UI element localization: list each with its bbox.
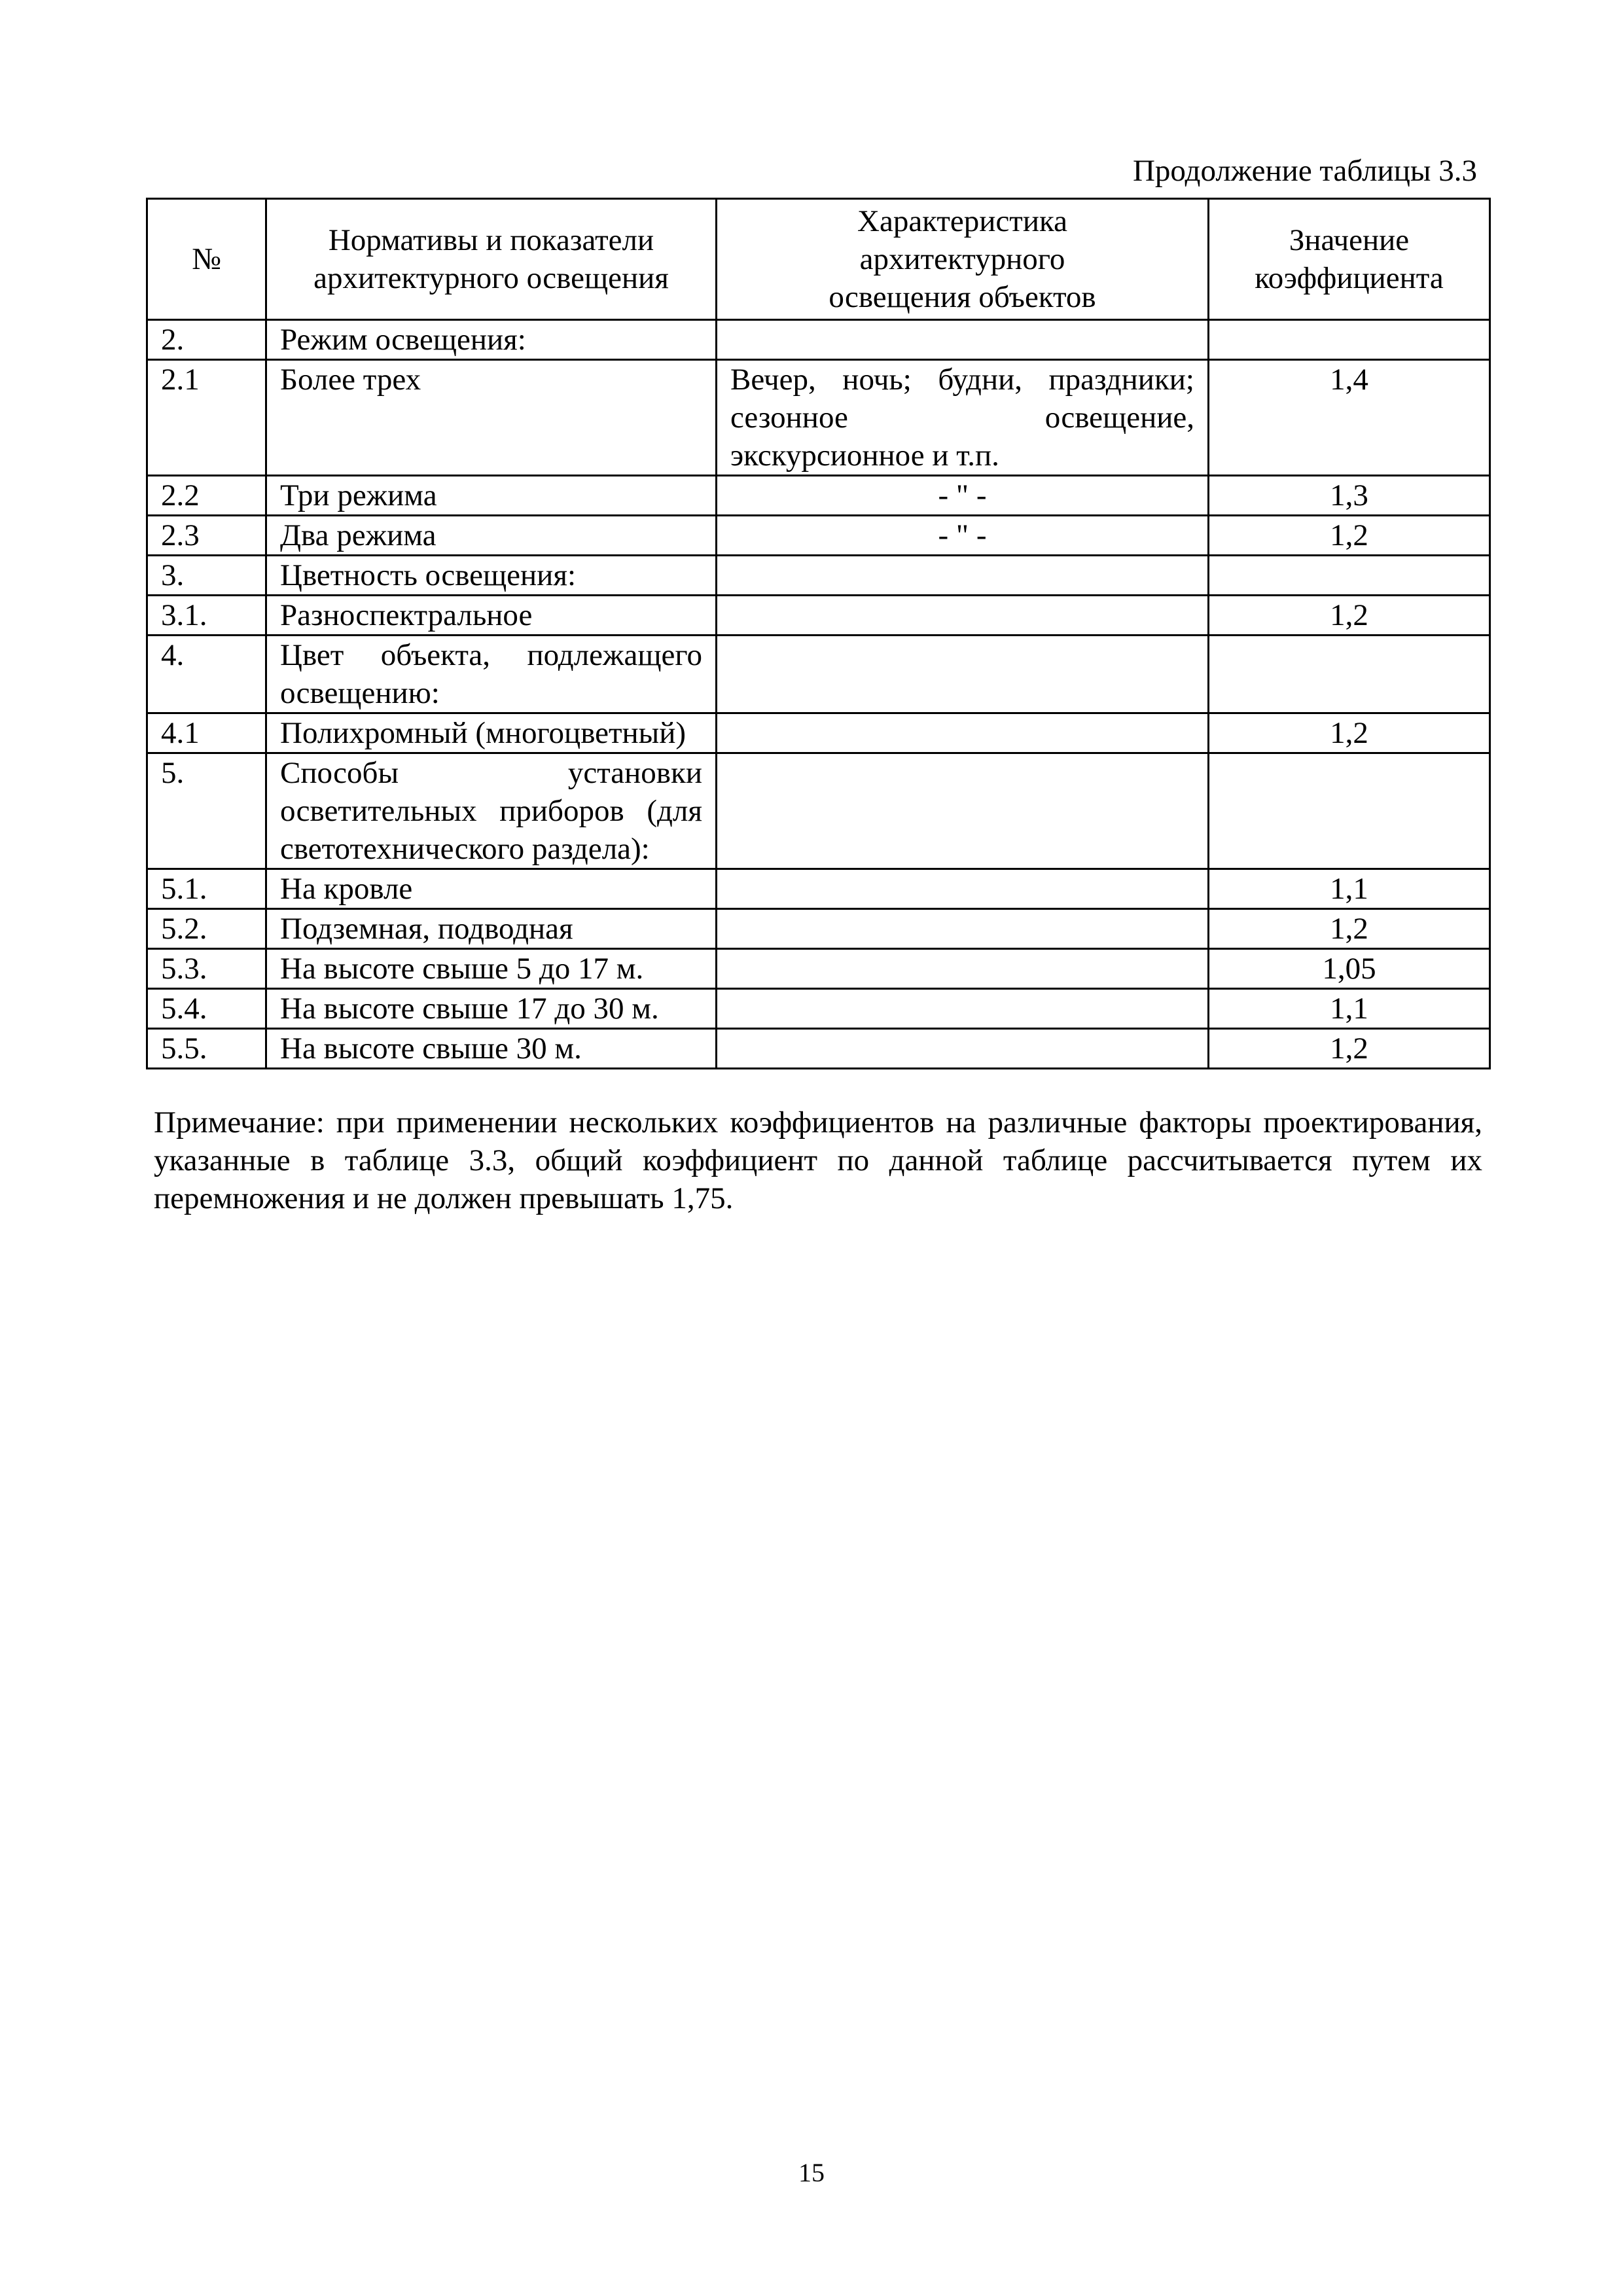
row-number: 5.: [147, 753, 266, 869]
row-name: На высоте свыше 17 до 30 м.: [266, 989, 717, 1029]
row-name: Три режима: [266, 476, 717, 516]
row-number: 5.1.: [147, 869, 266, 909]
table-header-row: [147, 199, 1490, 320]
table-row: [147, 636, 1490, 713]
row-characteristic: - " -: [717, 476, 1209, 516]
row-number: 2.2: [147, 476, 266, 516]
row-coefficient: [1209, 753, 1490, 869]
row-characteristic: [717, 989, 1209, 1029]
row-coefficient: 1,1: [1209, 869, 1490, 909]
row-coefficient: [1209, 556, 1490, 596]
row-name: Два режима: [266, 516, 717, 556]
row-characteristic: [717, 713, 1209, 753]
row-number: 5.2.: [147, 909, 266, 949]
table-row: [147, 516, 1490, 556]
header-number: №: [147, 199, 266, 320]
table-row: [147, 556, 1490, 596]
table-row: [147, 320, 1490, 360]
row-characteristic: [717, 556, 1209, 596]
table-note: Примечание: при применении нескольких коэффициентов на различные факторы проектирования, указанные в таблице 3.3, общий коэффициент по данной таблице рассчитывается путем их перемножения и не должен превышать 1,75.: [154, 1105, 1482, 1215]
row-characteristic: [717, 869, 1209, 909]
table-row: [147, 476, 1490, 516]
table-row: [147, 596, 1490, 636]
row-number: 4.: [147, 636, 266, 713]
row-coefficient: [1209, 636, 1490, 713]
row-coefficient: 1,2: [1209, 1029, 1490, 1069]
row-name: Цветность освещения:: [266, 556, 717, 596]
row-number: 5.3.: [147, 949, 266, 989]
row-number: 5.5.: [147, 1029, 266, 1069]
table-row: [147, 989, 1490, 1029]
row-coefficient: 1,4: [1209, 360, 1490, 476]
row-name: Подземная, подводная: [266, 909, 717, 949]
row-characteristic: [717, 1029, 1209, 1069]
row-number: 2.: [147, 320, 266, 360]
header-coefficient: Значение коэффициента: [1209, 199, 1490, 320]
table-row: [147, 869, 1490, 909]
row-name: На высоте свыше 30 м.: [266, 1029, 717, 1069]
row-number: 2.3: [147, 516, 266, 556]
row-name: Способы установки осветительных приборов (для светотехнического раздела):: [266, 753, 717, 869]
table-row: [147, 360, 1490, 476]
header-characteristic: Характеристика архитектурного освещения объектов: [717, 199, 1209, 320]
row-characteristic: [717, 753, 1209, 869]
row-coefficient: 1,2: [1209, 596, 1490, 636]
table-row: [147, 753, 1490, 869]
row-number: 5.4.: [147, 989, 266, 1029]
page-number: 15: [798, 2158, 825, 2187]
row-coefficient: 1,1: [1209, 989, 1490, 1029]
row-characteristic: [717, 949, 1209, 989]
table-body: [147, 320, 1490, 1069]
row-characteristic: [717, 596, 1209, 636]
table-row: [147, 949, 1490, 989]
coefficients-table: [146, 198, 1491, 1069]
table-row: [147, 909, 1490, 949]
row-name: На высоте свыше 5 до 17 м.: [266, 949, 717, 989]
row-name: Разноспектральное: [266, 596, 717, 636]
row-characteristic: [717, 909, 1209, 949]
row-coefficient: [1209, 320, 1490, 360]
table-continuation-caption: Продолжение таблицы 3.3: [1132, 154, 1477, 188]
row-name: Полихромный (многоцветный): [266, 713, 717, 753]
row-name: Режим освещения:: [266, 320, 717, 360]
table-row: [147, 1029, 1490, 1069]
row-number: 4.1: [147, 713, 266, 753]
row-name: Более трех: [266, 360, 717, 476]
row-number: 3.: [147, 556, 266, 596]
row-name: На кровле: [266, 869, 717, 909]
row-number: 3.1.: [147, 596, 266, 636]
row-characteristic: [717, 320, 1209, 360]
table-row: [147, 713, 1490, 753]
row-characteristic: - " -: [717, 516, 1209, 556]
row-name: Цвет объекта, подлежащего освещению:: [266, 636, 717, 713]
row-coefficient: 1,2: [1209, 909, 1490, 949]
header-norms: Нормативы и показатели архитектурного освещения: [266, 199, 717, 320]
row-number: 2.1: [147, 360, 266, 476]
row-coefficient: 1,05: [1209, 949, 1490, 989]
row-coefficient: 1,2: [1209, 516, 1490, 556]
row-characteristic: Вечер, ночь; будни, праздники; сезонное освещение, экскурсионное и т.п.: [717, 360, 1209, 476]
row-coefficient: 1,2: [1209, 713, 1490, 753]
row-coefficient: 1,3: [1209, 476, 1490, 516]
row-characteristic: [717, 636, 1209, 713]
